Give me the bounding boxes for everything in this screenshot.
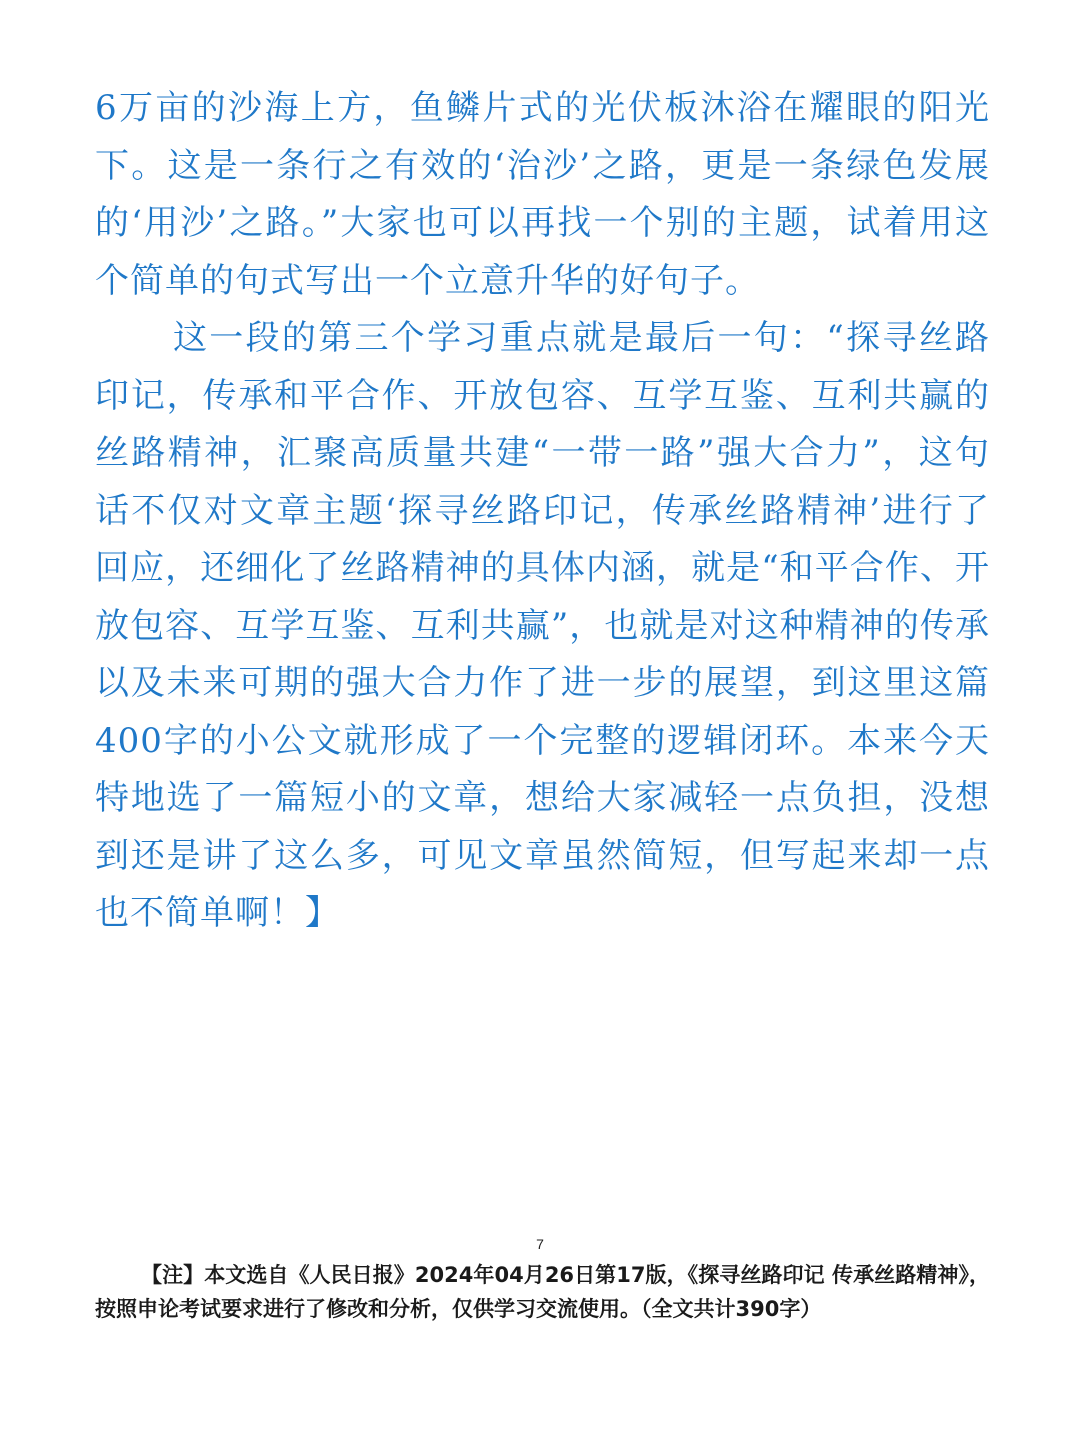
paragraph-analysis: 这一段的第三个学习重点就是最后一句：“探寻丝路印记，传承和平合作、开放包容、互学互鉴、互利共赢的丝路精神，汇聚高质量共建“一带一路”强大合力”，这句话不仅对文章主题‘探寻丝路印记，传承丝路精神’进行了回应，还细化了丝路精神的具体内涵，就是“和平合作、开放包容、互学互鉴、互利共赢”，也就是对这种精神的传承以及未来可期的强大合力作了进一步的展望，到这里这篇400字的小公文就形成了一个完整的逻辑闭环。本来今天特地选了一篇短小的文章，想给大家减轻一点负担，没想到还是讲了这么多，可见文章虽然简短，但写起来却一点也不简单啊！】	[95, 318, 990, 933]
article-body	[95, 80, 990, 943]
page-number: 7	[536, 1236, 544, 1252]
source-footnote: 【注】本文选自《人民日报》2024年04月26日第17版，《探寻丝路印记 传承丝路精神》，按照申论考试要求进行了修改和分析，仅供学习交流使用。（全文共计390字）	[95, 1263, 990, 1321]
paragraph-continuation: 6万亩的沙海上方，鱼鳞片式的光伏板沐浴在耀眼的阳光下。这是一条行之有效的‘治沙’之路，更是一条绿色发展的‘用沙’之路。”大家也可以再找一个别的主题，试着用这个简单的句式写出一个立意升华的好句子。	[95, 88, 990, 301]
